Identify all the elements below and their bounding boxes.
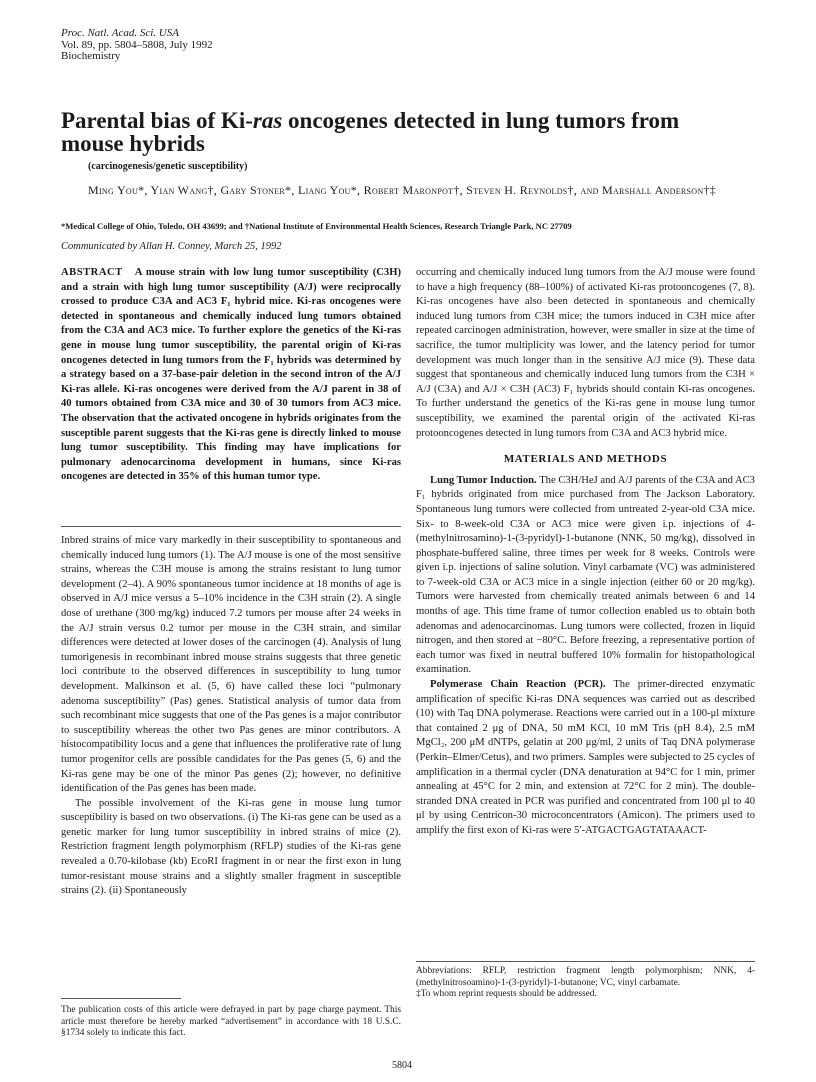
methods-heading: MATERIALS AND METHODS xyxy=(503,453,668,466)
title-part: oncogenes detected in lung tumors from xyxy=(282,108,680,133)
pcr-heading: Polymerase Chain Reaction (PCR). xyxy=(430,679,606,691)
journal-name: Proc. Natl. Acad. Sci. USA xyxy=(61,27,179,39)
section-label: Biochemistry xyxy=(61,50,121,62)
publication-cost-note: The publication costs of this article were defrayed in part by page charge payment. This article must therefore be hereby marked “advertisement” in accordance with 18 U.S.C. §1734 solely to indicate this fact. xyxy=(61,1005,401,1039)
page-number: 5804 xyxy=(392,1060,412,1071)
abbreviations-divider xyxy=(416,961,755,962)
author-list: Ming You*, Yian Wang†, Gary Stoner*, Liang You*, Robert Maronpot†, Steven H. Reynolds†, and Marshall Anderson†‡ xyxy=(88,183,717,197)
abbreviations-block xyxy=(416,966,755,1001)
right-column xyxy=(416,266,755,839)
keywords: (carcinogenesis/genetic susceptibility) xyxy=(88,161,248,172)
intro-continued: occurring and chemically induced lung tumors from the A/J mouse were found to have a high frequency (88–100%) of activated Ki-ras protooncogenes (7, 8). Ki-ras oncogenes have also been detected in spontaneous and chemically induced lung tumors from C3H mice; the tumors induced in C3H mice after repeated carcinogen administration, however, were smaller in size at the time of sacrifice, the tumor multiplicity was lower, and the latency period for tumor development was much longer than in the sensitive A/J mice (9). These data suggest that spontaneous and chemically induced lung tumors from the C3H × A/J (C3A) and A/J × C3H (AC3) F₁ hybrids should contain Ki-ras oncogenes. To further understand the genetics of the Ki-ras gene in mouse lung tumor susceptibility, we examined the parental origin of the activated Ki-ras protooncogenes detected in lung tumors from C3A and AC3 hybrid mice. xyxy=(416,267,755,439)
abstract-divider xyxy=(61,526,401,527)
journal-header xyxy=(61,28,213,63)
volume-info: Vol. 89, pp. 5804–5808, July 1992 xyxy=(61,38,213,51)
footnote-divider xyxy=(61,998,181,999)
intro-paragraph: Inbred strains of mice vary markedly in their susceptibility to spontaneous and chemically induced lung tumors (1). The A/J mouse is one of the most sensitive strains, whereas the C3H mouse is among the strains resistant to lung tumor development (2–4). A 90% spontaneous tumor incidence at 18 months of age is observed in A/J mice versus a 5–10% incidence in the C3H strain (2). A single dose of urethane (300 mg/kg) induced 7.2 tumors per mouse after 24 weeks in the A/J strain versus 0.2 tumor per mouse in the C3H strain, and similar differences were detected at lower doses of the carcinogen (4). Analysis of lung tumorigenesis in recombinant inbred mouse strains suggests that three genetic loci contribute to the observed differences in susceptibility to lung tumor development. Malkinson et al. (5, 6) have called these loci “pulmonary adenoma susceptibility” (Pas) genes. Statistical analysis of tumor data from such recombinant mice suggests that one of the Pas genes is a major contributor to susceptibility whereas the other two Pas genes are minor contributors. A histocompatibility locus and a gene that influences the proliferative rate of lung tumor progenitor cells are possible candidates for the Pas genes (5, 6) and the Ki-ras gene may be one of the minor Pas genes (2); however, no definitive identification of the Pas genes has been made. xyxy=(61,535,401,795)
title-part: Parental bias of Ki- xyxy=(61,108,253,133)
abstract-text: A mouse strain with low lung tumor susceptibility (C3H) and a strain with high lung tumor susceptibility (A/J) were reciprocally crossed to produce C3A and AC3 F₁ hybrid mice. Ki-ras oncogenes were detected in spontaneous and chemically induced lung tumors obtained from the C3A and AC3 mice. To further explore the genetics of the Ki-ras gene in mouse lung tumor susceptibility, the parental origin of Ki-ras oncogenes detected in lung tumors from the F₁ hybrids was determined by a strategy based on a 37-base-pair deletion in the second intron of the A/J Ki-ras allele. Ki-ras oncogenes were derived from the A/J parent in 38 of 40 tumors obtained from C3A mice and 30 of 30 tumors from AC3 mice. The observation that the activated oncogene in hybrids originates from the susceptible parent suggests that the Ki-ras gene is directly linked to mouse lung tumor susceptibility. This finding may have implications for pulmonary adenocarcinoma development in humans, since Ki-ras oncogenes are detected in 35% of this human tumor type. xyxy=(61,267,401,483)
title-part: mouse hybrids xyxy=(61,131,205,156)
abstract xyxy=(61,266,401,485)
affiliations: *Medical College of Ohio, Toledo, OH 43699; and †National Institute of Environmental Health Sciences, Research Triangle Park, NC 27709 xyxy=(61,221,572,231)
lung-tumor-heading: Lung Tumor Induction. xyxy=(430,474,537,486)
communicated-by: Communicated by Allan H. Conney, March 25, 1992 xyxy=(61,241,282,252)
article-title xyxy=(61,109,751,155)
pcr-text: The primer-directed enzymatic amplification of specific Ki-ras DNA sequences was carried out as described (10) with Taq DNA polymerase. Reactions were carried out in a 100-μl mixture that contained 2 μg of DNA, 50 mM KCl, 10 mM Tris (pH 8.4), 2.5 mM MgCl₂, 200 μM dNTPs, gelatin at 200 μg/ml, 2 units of Taq DNA polymerase (Perkin–Elmer/Cetus), and two primers. Samples were subjected to 25 cycles of amplification in a thermal cycler (DNA denaturation at 94°C for 1 min, primer annealing at 45°C for 2 min, and extension at 72°C for 2 min). The double-stranded DNA created in PCR was purified and concentrated from 100 μl to 40 μl by using Centricon-30 microconcentrators (Amicon). The primers used to amplify the first exon of Ki-ras were 5′-ATGACTGAGTATAAACT- xyxy=(416,679,755,836)
reprint-footnote: ‡To whom reprint requests should be addressed. xyxy=(416,989,597,1000)
abstract-label: ABSTRACT xyxy=(61,267,123,278)
introduction-text xyxy=(61,534,401,899)
title-gene: ras xyxy=(252,108,283,133)
intro-paragraph: The possible involvement of the Ki-ras gene in mouse lung tumor susceptibility is based on two observations. (i) The Ki-ras gene can be used as a genetic marker for lung tumor susceptibility in inbred strains of mice (2). Restriction fragment length polymorphism (RFLP) studies of the Ki-ras gene revealed a 0.70-kilobase (kb) EcoRI fragment in or near the first exon in lung tumor-resistant mouse strains and a slightly smaller fragment in susceptible strains (2). (ii) Spontaneously xyxy=(61,797,401,897)
abbreviations: Abbreviations: RFLP, restriction fragment length polymorphism; NNK, 4-(methylnitrosoamino)-1-(3-pyridyl)-1-butanone; VC, vinyl carbamate. xyxy=(416,966,755,988)
lung-tumor-text: The C3H/HeJ and A/J parents of the C3A and AC3 F₁ hybrids originated from mice purchased from The Jackson Laboratory. Spontaneous lung tumors were collected from untreated 2-year-old C3A mice. Six- to 8-week-old C3A or AC3 mice were given i.p. injections of 4-(methylnitrosamino)-1-(3-pyridyl)-1-butanone (NNK, 50 mg/kg), dissolved in phosphate-buffered saline, three times per week for 8 weeks. Controls were given i.p. injections of saline solution. Vinyl carbamate (VC) was administered to 7-week-old C3A or AC3 mice in a single injection (either 60 or 20 mg/kg). Tumors were harvested from chemically treated animals between 6 and 14 months of age. This time frame of tumor collection enabled us to obtain both adenomas and adenocarcinomas. Lung tumors were collected, frozen in liquid nitrogen, and then stored at −80°C. Before freezing, a representative portion of each tumor was fixed in neutral buffered 10% formalin for histopathological examination. xyxy=(416,474,755,676)
